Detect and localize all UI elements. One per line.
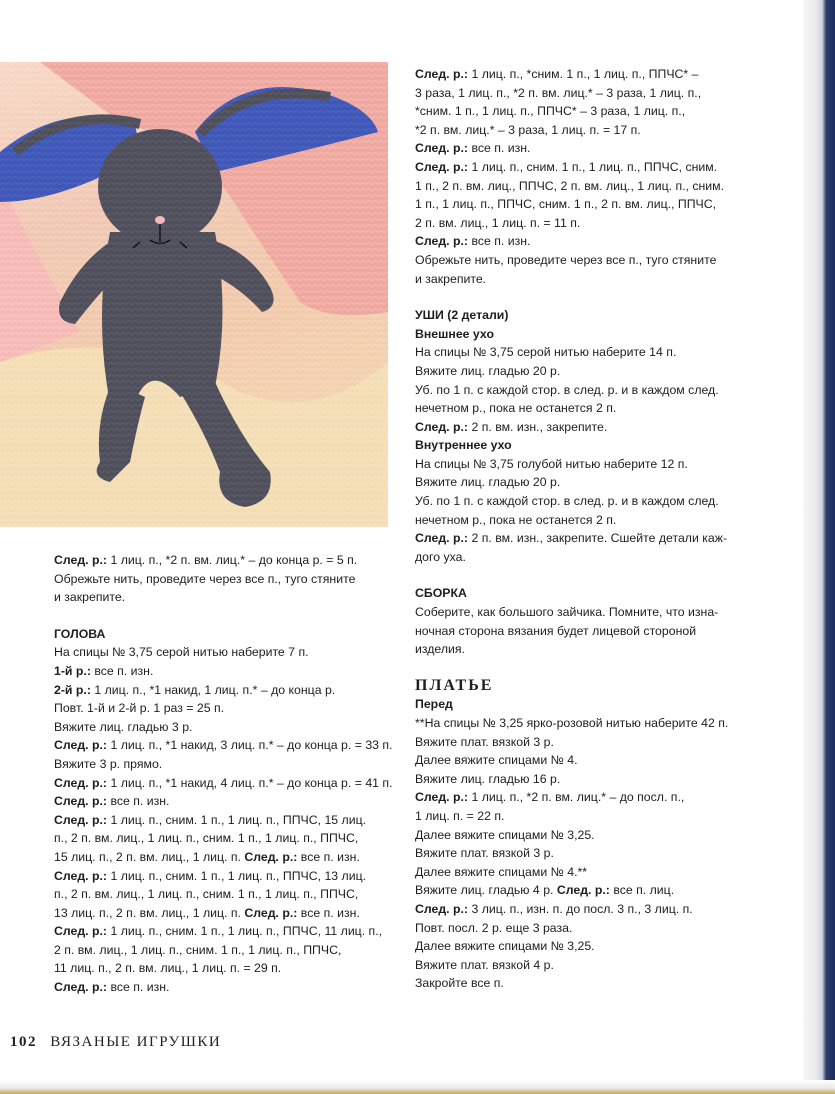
instruction-line	[415, 900, 760, 919]
instruction-line	[54, 959, 384, 978]
row-text: Вяжите плат. вязкой 3 р.	[415, 734, 554, 749]
row-text: На спицы № 3,75 голубой нитью наберите 12 п.	[415, 456, 688, 471]
row-text: Далее вяжите спицами № 4.**	[415, 864, 588, 879]
row-label: След. р.:	[54, 794, 108, 809]
instruction-line	[415, 139, 760, 158]
instruction-line	[54, 736, 393, 755]
row-text: Далее вяжите спицами № 3,25.	[415, 939, 595, 954]
section-heading: УШИ (2 детали)	[415, 308, 509, 323]
instruction-line	[415, 121, 760, 140]
instruction-line	[415, 232, 760, 251]
row-text: Соберите, как большого зайчика. Помните, что изна-	[415, 605, 719, 620]
row-label: След. р.:	[244, 905, 298, 920]
row-text: Вяжите плат. вязкой 4 р.	[415, 957, 554, 972]
instruction-line	[415, 492, 760, 511]
section-heading: Внутреннее ухо	[415, 438, 512, 453]
row-text: 1 лиц. п., *1 накид, 1 лиц. п.* – до конца р.	[90, 682, 336, 697]
row-text: все п. изн.	[468, 141, 531, 156]
instruction-line	[415, 807, 760, 826]
instruction-line	[54, 662, 384, 681]
row-text: На спицы № 3,75 серой нитью наберите 7 п.	[54, 645, 309, 660]
row-text: все п. изн.	[468, 234, 531, 249]
row-label: След. р.:	[415, 234, 469, 249]
row-label: След. р.:	[556, 883, 610, 898]
instruction-line	[415, 937, 760, 956]
instruction-line	[415, 381, 760, 400]
instruction-line	[54, 848, 384, 867]
instruction-line	[54, 885, 384, 904]
row-text: Вяжите лиц. гладью 20 р.	[415, 475, 561, 490]
row-label: След. р.:	[415, 159, 469, 174]
row-text: 1 лиц. п., *сним. 1 п., 1 лиц. п., ППЧС* –	[468, 67, 699, 81]
instruction-line	[415, 214, 760, 233]
left-column	[54, 551, 393, 997]
instruction-line	[54, 904, 384, 923]
row-text: нечетном р., пока не останется 2 п.	[415, 512, 617, 527]
instruction-line	[54, 811, 384, 830]
row-text: 1 лиц. п., *2 п. вм. лиц.* – до посл. п.,	[468, 790, 685, 805]
row-text: все п. лиц.	[609, 883, 675, 898]
instruction-line	[415, 195, 760, 214]
row-text: Вяжите лиц. гладью 3 р.	[54, 719, 193, 734]
instruction-line	[415, 473, 760, 492]
row-label: След. р.:	[54, 553, 108, 567]
row-text: все п. изн.	[107, 980, 170, 995]
instruction-line	[415, 84, 760, 103]
instruction-line	[415, 751, 760, 770]
row-text: дого уха.	[415, 549, 466, 564]
instruction-line	[54, 643, 384, 662]
instruction-line	[415, 362, 760, 381]
row-label: 2-й р.:	[54, 682, 91, 697]
row-text: **На спицы № 3,25 ярко-розовой нитью наберите 42 п.	[415, 716, 729, 730]
row-text: Закройте все п.	[415, 976, 504, 991]
row-label: След. р.:	[244, 849, 298, 864]
row-text: изделия.	[415, 642, 465, 657]
row-label: След. р.:	[415, 901, 469, 916]
section-heading: Внешнее ухо	[415, 326, 494, 341]
row-text: п., 2 п. вм. лиц., 1 лиц. п., сним. 1 п., 1 лиц. п., ППЧС,	[54, 831, 359, 846]
row-label: След. р.:	[415, 790, 469, 805]
row-text: На спицы № 3,75 серой нитью наберите 14 п.	[415, 345, 677, 360]
bunny-photo	[0, 62, 388, 527]
row-label: След. р.:	[54, 980, 108, 995]
row-text: 13 лиц. п., 2 п. вм. лиц., 1 лиц. п.	[54, 905, 245, 920]
row-text: Повт. 1-й и 2-й р. 1 раз = 25 п.	[54, 701, 225, 716]
section-heading: СБОРКА	[415, 586, 467, 601]
instruction-line	[415, 511, 760, 530]
row-text: 1 лиц. п., *1 накид, 4 лиц. п.* – до конца р. = 41 п.	[107, 775, 393, 790]
row-text: Далее вяжите спицами № 4.	[415, 753, 578, 768]
row-text: Обрежьте нить, проведите через все п., туго стяните	[415, 252, 717, 267]
row-text: Уб. по 1 п. с каждой стор. в след. р. и в каждом след.	[415, 494, 719, 509]
row-text: 1 лиц. п., *1 накид, 3 лиц. п.* – до конца р. = 33 п.	[107, 738, 393, 753]
instruction-line	[415, 158, 760, 177]
chapter-heading: ПЛАТЬЕ	[415, 676, 494, 694]
instruction-line	[54, 941, 384, 960]
instruction-line	[415, 399, 760, 418]
instruction-line	[415, 270, 760, 289]
row-text: 1 лиц. п., сним. 1 п., 1 лиц. п., ППЧС, 13 лиц.	[107, 868, 367, 883]
row-label: След. р.:	[415, 141, 469, 156]
row-text: Вяжите плат. вязкой 3 р.	[415, 846, 554, 861]
row-text: все п. изн.	[107, 794, 170, 809]
bottom-edge	[0, 1080, 835, 1094]
row-text: Далее вяжите спицами № 3,25.	[415, 827, 595, 842]
instruction-line	[54, 551, 384, 570]
row-text: все п. изн.	[297, 849, 360, 864]
row-text: 3 раза, 1 лиц. п., *2 п. вм. лиц.* – 3 раза, 1 лиц. п.,	[415, 85, 702, 100]
instruction-line	[415, 956, 760, 975]
instruction-line	[54, 755, 384, 774]
instruction-line	[54, 792, 384, 811]
section-heading: ГОЛОВА	[54, 626, 106, 641]
instruction-line	[415, 788, 760, 807]
instruction-line	[54, 588, 384, 607]
row-text: и закрепите.	[415, 271, 487, 286]
row-label: След. р.:	[54, 738, 108, 753]
page-footer	[10, 1034, 221, 1051]
row-text: Вяжите 3 р. прямо.	[54, 756, 163, 771]
row-label: След. р.:	[54, 812, 108, 827]
instruction-line	[415, 529, 760, 548]
instruction-line	[415, 622, 760, 641]
row-text: ночная сторона вязания будет лицевой стороной	[415, 623, 697, 638]
instruction-line	[415, 418, 760, 437]
instruction-line	[54, 978, 384, 997]
instruction-line	[54, 867, 384, 886]
instruction-line	[54, 922, 384, 941]
row-text: 11 лиц. п., 2 п. вм. лиц., 1 лиц. п. = 29 п.	[54, 961, 282, 976]
row-text: Повт. посл. 2 р. еще 3 раза.	[415, 920, 573, 935]
row-label: След. р.:	[415, 67, 469, 81]
row-text: нечетном р., пока не останется 2 п.	[415, 401, 617, 416]
instruction-line	[54, 829, 384, 848]
spacer	[415, 566, 760, 584]
instruction-line	[415, 714, 760, 733]
instruction-line	[415, 826, 760, 845]
row-label: След. р.:	[54, 868, 108, 883]
instruction-line	[415, 974, 760, 993]
row-text: 2 п. вм. лиц., 1 лиц. п. = 11 п.	[415, 215, 581, 230]
instruction-line	[54, 774, 393, 793]
row-text: 2 п. вм. изн., закрепите. Сшейте детали каж-	[468, 531, 728, 546]
row-text: 1 лиц. п., сним. 1 п., 1 лиц. п., ППЧС, сним.	[468, 159, 718, 174]
row-text: Вяжите лиц. гладью 16 р.	[415, 771, 561, 786]
row-label: 1-й р.:	[54, 663, 91, 678]
row-text: 2 п. вм. изн., закрепите.	[468, 419, 608, 434]
page-edge	[803, 0, 835, 1094]
instruction-line	[415, 733, 760, 752]
instruction-line	[415, 251, 760, 270]
row-text: 2 п. вм. лиц., 1 лиц. п., сним. 1 п., 1 лиц. п., ППЧС,	[54, 942, 342, 957]
instruction-line	[54, 681, 384, 700]
instruction-line	[415, 177, 760, 196]
row-label: След. р.:	[54, 775, 108, 790]
spacer	[415, 288, 760, 306]
instruction-line	[54, 570, 384, 589]
row-text: *2 п. вм. лиц.* – 3 раза, 1 лиц. п. = 17 п.	[415, 122, 641, 137]
instruction-line	[415, 919, 760, 938]
instruction-line	[415, 881, 760, 900]
spacer	[54, 607, 384, 625]
row-text: 1 лиц. п., сним. 1 п., 1 лиц. п., ППЧС, 15 лиц.	[107, 812, 367, 827]
row-label: След. р.:	[415, 419, 469, 434]
section-title: ВЯЗАНЫЕ ИГРУШКИ	[50, 1034, 222, 1050]
instruction-line	[415, 863, 760, 882]
row-text: п., 2 п. вм. лиц., 1 лиц. п., сним. 1 п., 1 лиц. п., ППЧС,	[54, 887, 359, 902]
instruction-line	[415, 603, 760, 622]
instruction-line	[415, 640, 760, 659]
row-text: 1 п., 2 п. вм. лиц., ППЧС, 2 п. вм. лиц., 1 лиц. п., сним.	[415, 178, 725, 193]
instruction-line	[54, 699, 384, 718]
bunny-illustration	[0, 62, 388, 527]
row-text: 1 лиц. п., *2 п. вм. лиц.* – до конца р. = 5 п.	[107, 553, 358, 567]
row-text: 15 лиц. п., 2 п. вм. лиц., 1 лиц. п.	[54, 849, 245, 864]
right-column	[415, 65, 760, 993]
row-text: Уб. по 1 п. с каждой стор. в след. р. и в каждом след.	[415, 382, 719, 397]
instruction-line	[415, 548, 760, 567]
row-text: 1 п., 1 лиц. п., ППЧС, сним. 1 п., 2 п. вм. лиц., ППЧС,	[415, 197, 717, 212]
row-label: След. р.:	[54, 924, 108, 939]
row-text: и закрепите.	[54, 590, 126, 605]
page-number: 102	[10, 1034, 37, 1050]
row-text: 3 лиц. п., изн. п. до посл. 3 п., 3 лиц. п.	[468, 901, 693, 916]
instruction-line	[415, 770, 760, 789]
instruction-line	[415, 844, 760, 863]
row-text: Вяжите лиц. гладью 4 р.	[415, 883, 557, 898]
row-text: *сним. 1 п., 1 лиц. п., ППЧС* – 3 раза, 1 лиц. п.,	[415, 104, 686, 119]
instruction-line	[415, 102, 760, 121]
instruction-line	[415, 65, 760, 84]
instruction-line	[415, 455, 760, 474]
row-text: все п. изн.	[297, 905, 360, 920]
row-text: 1 лиц. п., сним. 1 п., 1 лиц. п., ППЧС, 11 лиц. п.,	[107, 924, 383, 939]
row-text: 1 лиц. п. = 22 п.	[415, 808, 505, 823]
row-label: След. р.:	[415, 531, 469, 546]
row-text: Вяжите лиц. гладью 20 р.	[415, 363, 561, 378]
instruction-line	[415, 343, 760, 362]
instruction-line	[54, 718, 384, 737]
row-text: все п. изн.	[90, 663, 154, 678]
row-text: Обрежьте нить, проведите через все п., туго стяните	[54, 571, 356, 586]
spacer	[415, 659, 760, 677]
section-heading: Перед	[415, 697, 453, 712]
